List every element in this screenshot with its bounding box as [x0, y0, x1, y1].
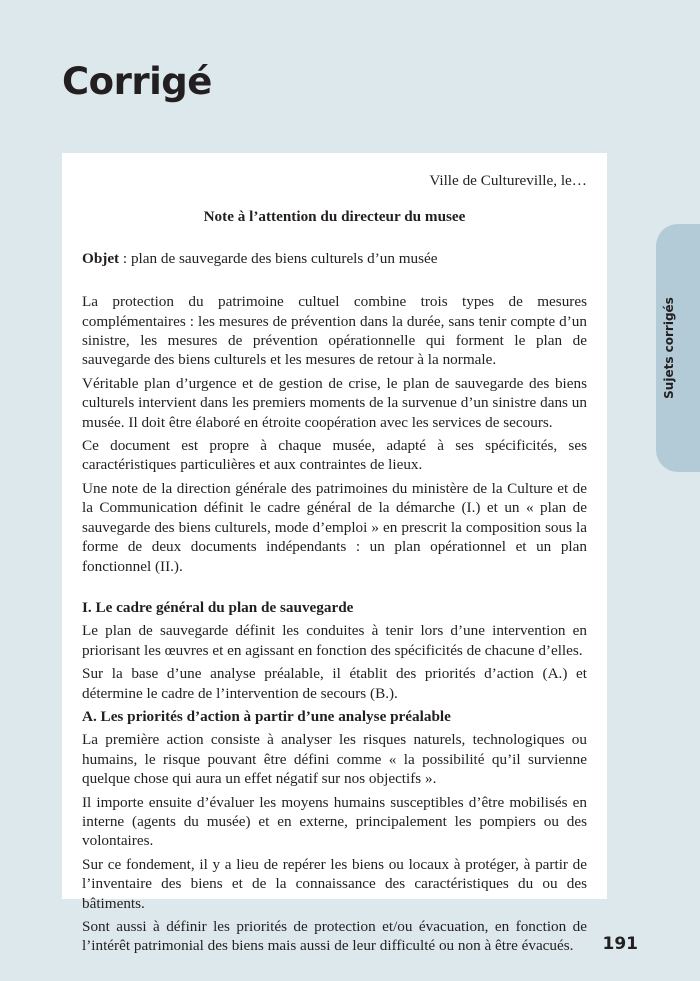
intro-paragraph: La protection du patrimoine cultuel combine trois types de mesures complémentaires : les mesures de prévention dans la durée, sans tenir compte d’un sinistre, les mesures de prévention opérationnelle qui forment le plan de sauvegarde des biens culturels et les mesures de retour à la normale. [82, 293, 587, 369]
subject-text: : plan de sauvegarde des biens culturels d’un musée [119, 249, 438, 267]
section-a-heading: A. Les priorités d’action à partir d’une analyse préalable [82, 707, 451, 725]
place-date: Ville de Cultureville, le… [429, 172, 587, 189]
document-body [62, 153, 607, 955]
page-number: 191 [602, 934, 638, 954]
intro-paragraph: Véritable plan d’urgence et de gestion de crise, le plan de sauvegarde des biens culturels intervient dans les premiers moments de la survenue d’un sinistre dans un musée. Il doit être élaboré en étroite coopération avec les services de secours. [82, 374, 587, 431]
section-a-paragraph: Il importe ensuite d’évaluer les moyens humains susceptibles d’être mobilisés en interne (agents du musée) et en externe, principalement les pompiers ou des volontaires. [82, 793, 587, 850]
intro-paragraph: Ce document est propre à chaque musée, adapté à ses spécificités, ses caractéristiques particulières et aux contraintes de lieux. [82, 437, 587, 474]
section-a-paragraph: La première action consiste à analyser les risques naturels, technologiques ou humains, le risque pouvant être défini comme « la possibilité qu’il survienne quelque chose qui aura un effet négatif sur nos objectifs ». [82, 731, 587, 788]
subject-line [82, 249, 587, 268]
section-a-paragraph: Sur ce fondement, il y a lieu de repérer les biens ou locaux à protéger, à partir de l’inventaire des biens et de la connaissance des caractéristiques du ou des bâtiments. [82, 855, 587, 912]
section-a-paragraph: Sont aussi à définir les priorités de protection et/ou évacuation, en fonction de l’intérêt patrimonial des biens mais aussi de leur difficulté ou non à être évacués. [82, 918, 587, 955]
intro-paragraph: Une note de la direction générale des patrimoines du ministère de la Culture et de la Communication définit le cadre général de la démarche (I.) et un « plan de sauvegarde des biens culturels, mode d’emploi » en prescrit la composition sous la forme de deux documents indépendants : un plan opérationnel et un plan fonctionnel (II.). [82, 479, 587, 575]
side-tab-label: Sujets corrigés [662, 297, 676, 399]
note-heading: Note à l’attention du directeur du musee [203, 208, 466, 226]
page-title: Corrigé [62, 60, 212, 103]
section-1-heading: I. Le cadre général du plan de sauvegarde [82, 598, 354, 616]
section-1-paragraph: Le plan de sauvegarde définit les conduites à tenir lors d’une intervention en priorisant les œuvres et en agissant en fonction des spécificités de chacune d’elles. [82, 622, 587, 659]
section-1-paragraph: Sur la base d’une analyse préalable, il établit des priorités d’action (A.) et détermine le cadre de l’intervention de secours (B.). [82, 665, 587, 702]
subject-label: Objet [82, 249, 120, 267]
